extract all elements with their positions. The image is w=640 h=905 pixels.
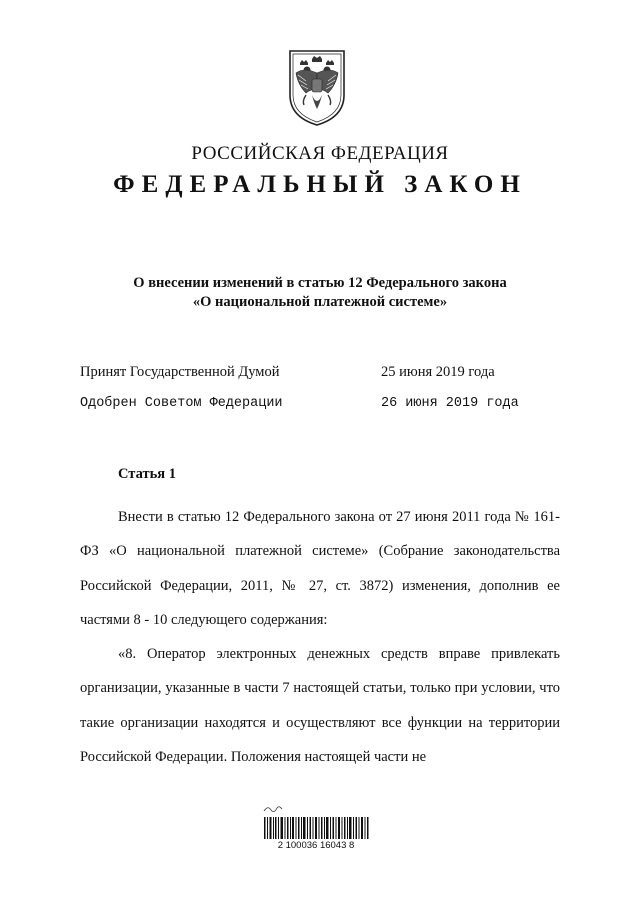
law-title-line-2: «О национальной платежной системе» [192,294,448,310]
law-title [0,274,640,312]
council-approval-date: 26 июня 2019 года [381,396,519,411]
barcode-number: 2 100036 16043 8 [277,840,355,851]
document-type: ФЕДЕРАЛЬНЫЙ ЗАКОН [113,171,527,198]
duma-adoption-date: 25 июня 2019 года [381,364,495,380]
article-heading: Статья 1 [118,466,176,482]
coat-of-arms-icon [284,45,350,129]
country-name: РОССИЙСКАЯ ФЕДЕРАЦИЯ [191,143,449,164]
law-title-line-1: О внесении изменений в статью 12 Федерального закона [133,275,507,291]
duma-adoption-label: Принят Государственной Думой [80,364,280,380]
article-paragraph: «8. Оператор электронных денежных средств вправе привлекать организации, указанные в части 7 настоящей статьи, только при условии, что такие организации находятся и осуществляют все функции на территории Российской Федерации. Положения настоящей части не [80,646,560,766]
council-approval-label: Одобрен Советом Федерации [80,396,283,411]
article-body [80,500,560,774]
article-paragraph: Внести в статью 12 Федерального закона от 27 июня 2011 года № 161-ФЗ «О национальной платежной системе» (Собрание законодательства Российской Федерации, 2011, № 27, ст. 3872) изменения, дополнив ее частями 8 - 10 следующего содержания: [80,509,560,628]
